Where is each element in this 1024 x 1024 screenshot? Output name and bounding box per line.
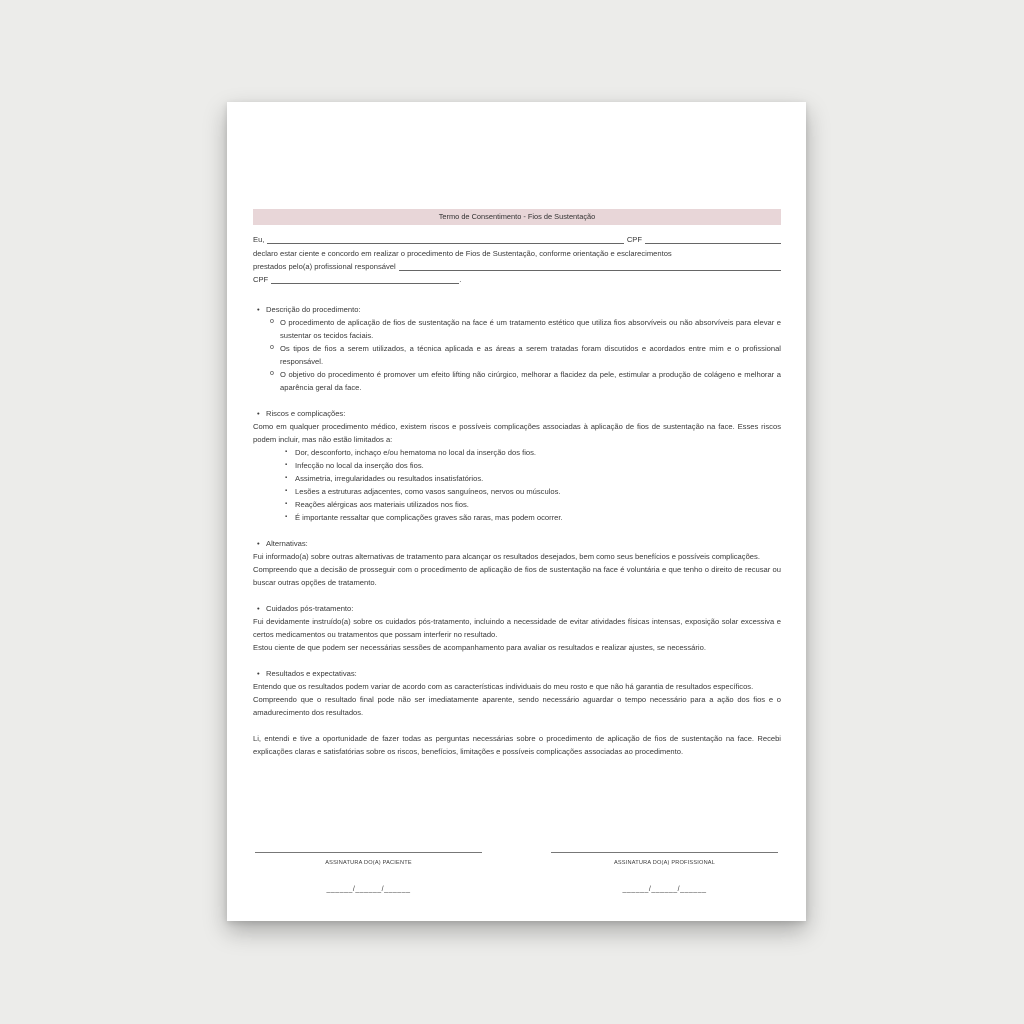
professional-cpf-blank[interactable]	[271, 274, 462, 284]
final-statement: Li, entendi e tive a oportunidade de fazer todas as perguntas necessárias sobre o procedimento de aplicação de fios de sustentação na face. Recebi explicações claras e satisfatórias sobre os riscos, benefícios, limitações e possíveis complicações associadas ao procedimento.	[253, 734, 781, 756]
section-riscos	[253, 407, 781, 524]
section-final	[253, 732, 781, 758]
patient-name-blank[interactable]	[267, 234, 623, 244]
list-item: ▪ Assimetria, irregularidades ou resultados insatisfatórios.	[253, 472, 781, 485]
section-heading: • Descrição do procedimento:	[253, 303, 781, 316]
descricao-list	[253, 316, 781, 394]
professional-row	[253, 260, 781, 273]
cpf2-end: .	[459, 275, 462, 284]
resultados-p2: Compreendo que o resultado final pode não ser imediatamente aparente, sendo necessário aguardar o tempo necessário para a ação dos fios e o amadurecimento dos resultados.	[253, 695, 781, 717]
professional-name-blank[interactable]	[399, 261, 781, 271]
section-heading: • Resultados e expectativas:	[253, 667, 781, 680]
riscos-list	[253, 446, 781, 524]
section-cuidados	[253, 602, 781, 654]
professional-signature-label: ASSINATURA DO(A) PROFISSIONAL	[613, 860, 716, 866]
patient-signature-label: ASSINATURA DO(A) PACIENTE	[325, 860, 412, 866]
patient-cpf-blank[interactable]	[645, 234, 781, 244]
professional-date-field[interactable]: ______/______/______	[622, 886, 707, 893]
section-resultados	[253, 667, 781, 719]
signature-area	[255, 852, 778, 896]
prestados-label: prestados pelo(a) profissional responsável	[253, 262, 396, 271]
patient-signature-line[interactable]	[255, 852, 482, 853]
cuidados-p1: Fui devidamente instruído(a) sobre os cuidados pós-tratamento, incluindo a necessidade de evitar atividades físicas intensas, exposição solar excessiva e certos medicamentos ou tratamentos que possam interferir no resultado.	[253, 617, 781, 639]
cpf2-label: CPF	[253, 275, 269, 284]
section-alternativas	[253, 537, 781, 589]
section-heading: • Cuidados pós-tratamento:	[253, 602, 781, 615]
cuidados-p2: Estou ciente de que podem ser necessárias sessões de acompanhamento para avaliar os resultados e realizar ajustes, se necessário.	[253, 643, 706, 652]
list-item: o O procedimento de aplicação de fios de sustentação na face é um tratamento estético que utiliza fios absorvíveis ou não absorvíveis para elevar e sustentar os tecidos faciais.	[253, 316, 781, 342]
document-title: Termo de Consentimento - Fios de Sustentação	[253, 209, 781, 225]
list-item: ▪ Dor, desconforto, inchaço e/ou hematoma no local da inserção dos fios.	[253, 446, 781, 459]
document-page	[227, 102, 806, 921]
section-heading: • Alternativas:	[253, 537, 781, 550]
patient-date-field[interactable]: ______/______/______	[326, 886, 411, 893]
patient-signature	[255, 852, 482, 896]
eu-label: Eu,	[253, 235, 265, 244]
alternativas-p2: Compreendo que a decisão de prosseguir com o procedimento de aplicação de fios de sustentação na face é voluntária e que tenho o direito de recusar ou buscar outras opções de tratamento.	[253, 565, 781, 587]
professional-signature	[551, 852, 778, 896]
riscos-text: Como em qualquer procedimento médico, existem riscos e possíveis complicações associadas à aplicação de fios de sustentação na face. Esses riscos podem incluir, mas não estão limitados a:	[253, 422, 781, 444]
cpf-label: CPF	[626, 235, 642, 244]
alternativas-p1: Fui informado(a) sobre outras alternativas de tratamento para alcançar os resultados desejados, bem como seus benefícios e possíveis complicações.	[253, 552, 760, 561]
list-item: ▪ Reações alérgicas aos materiais utilizados nos fios.	[253, 498, 781, 511]
list-item: ▪ Lesões a estruturas adjacentes, como vasos sanguíneos, nervos ou músculos.	[253, 485, 781, 498]
declaration-text: declaro estar ciente e concordo em realizar o procedimento de Fios de Sustentação, conforme orientação e esclarecimentos	[253, 249, 672, 258]
list-item: ▪ É importante ressaltar que complicações graves são raras, mas podem ocorrer.	[253, 511, 781, 524]
name-cpf-row	[253, 233, 781, 246]
professional-signature-line[interactable]	[551, 852, 778, 853]
resultados-p1: Entendo que os resultados podem variar de acordo com as características individuais do meu rosto e que não há garantia de resultados específicos.	[253, 682, 754, 691]
list-item: o Os tipos de fios a serem utilizados, a técnica aplicada e as áreas a serem tratadas foram discutidos e acordados entre mim e o profissional responsável.	[253, 342, 781, 368]
section-descricao	[253, 303, 781, 394]
list-item: o O objetivo do procedimento é promover um efeito lifting não cirúrgico, melhorar a flacidez da pele, estimular a produção de colágeno e melhorar a aparência geral da face.	[253, 368, 781, 394]
section-heading: • Riscos e complicações:	[253, 407, 781, 420]
list-item: ▪ Infecção no local da inserção dos fios.	[253, 459, 781, 472]
professional-cpf-row	[253, 273, 781, 286]
